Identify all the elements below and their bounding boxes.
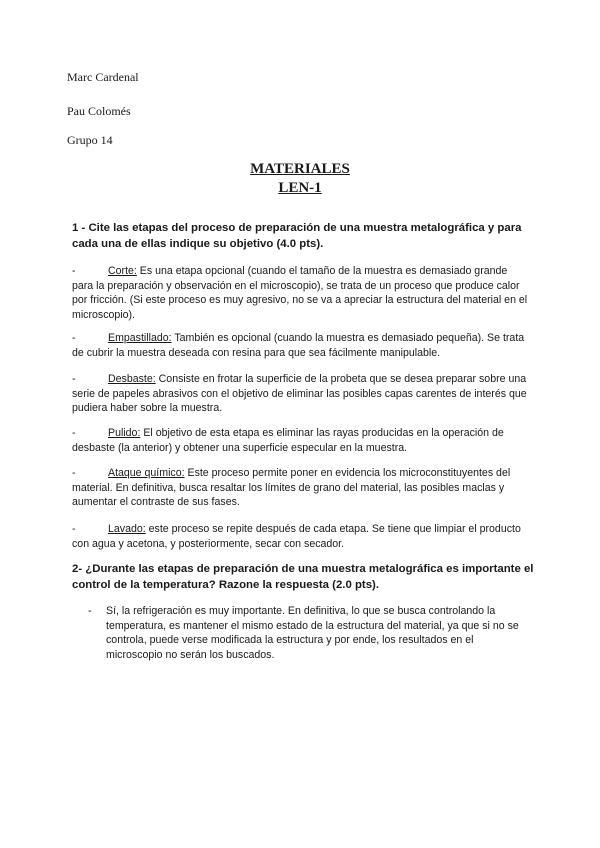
stage-dash: - <box>72 265 76 277</box>
stage-term: Desbaste: <box>108 373 156 385</box>
stage-term: Lavado: <box>108 523 146 535</box>
stage-text: este proceso se repite después de cada etapa. Se tiene que limpiar el producto con agua y acetona, y posteriormente, secar con secador. <box>72 523 521 550</box>
author-name-1: Marc Cardenal <box>67 70 139 84</box>
stage-text: Este proceso permite poner en evidencia los microconstituyentes del material. En definitiva, busca resaltar los límites de grano del material, las posibles maclas y aumentar el contraste de sus fases. <box>72 467 511 508</box>
stage-text: También es opcional (cuando la muestra es demasiado pequeña). Se trata de cubrir la muestra deseada con resina para que sea fácilmente manipulable. <box>72 332 525 359</box>
stage-item-empastillado <box>72 331 530 360</box>
stage-dash: - <box>72 523 76 535</box>
answer-bullet: - <box>88 605 92 617</box>
answer-text: Sí, la refrigeración es muy importante. En definitiva, lo que se busca controlando la temperatura, es mantener el mismo estado de la estructura del material, ya que si no se controla, puede verse modificada la estructura y por ende, los resultados en el microscopio no serán los buscados. <box>106 605 519 661</box>
answer-2 <box>88 604 532 662</box>
title-line-2: LEN-1 <box>278 180 322 196</box>
stage-item-desbaste <box>72 372 530 416</box>
stage-term: Ataque químico: <box>108 467 185 479</box>
stage-term: Empastillado: <box>108 332 172 344</box>
document-title <box>0 160 600 198</box>
stage-term: Pulido: <box>108 427 141 439</box>
stage-dash: - <box>72 332 76 344</box>
author-name-2: Pau Colomés <box>67 104 131 118</box>
stage-text: El objetivo de esta etapa es eliminar las rayas producidas en la operación de desbaste (la anterior) y obtener una superficie especular en la muestra. <box>72 427 504 454</box>
stage-item-corte <box>72 264 530 322</box>
stage-item-lavado <box>72 522 530 551</box>
stage-dash: - <box>72 427 76 439</box>
question-2: 2- ¿Durante las etapas de preparación de una muestra metalográfica es importante el control de la temperatura? Razone la respuesta (2.0 pts). <box>72 563 534 591</box>
stage-text: Consiste en frotar la superficie de la probeta que se desea preparar sobre una serie de papeles abrasivos con el objetivo de eliminar las posibles capas carentes de interés que pudiera haber sobre la muestra. <box>72 373 527 414</box>
stage-term: Corte: <box>108 265 137 277</box>
stage-dash: - <box>72 373 76 385</box>
group-label: Grupo 14 <box>67 133 113 147</box>
title-line-1: MATERIALES <box>250 161 350 177</box>
stage-item-pulido <box>72 426 530 455</box>
stage-dash: - <box>72 467 76 479</box>
stage-item-ataque-quimico <box>72 466 530 510</box>
stage-text: Es una etapa opcional (cuando el tamaño de la muestra es demasiado grande para la preparación y observación en el microscopio), se trata de un proceso que produce calor por fricción. (Si este proceso es muy agresivo, no se va a apreciar la estructura del material en el microscopio). <box>72 265 528 321</box>
question-1: 1 - Cite las etapas del proceso de preparación de una muestra metalográfica y para cada una de ellas indique su objetivo (4.0 pts). <box>72 222 522 250</box>
